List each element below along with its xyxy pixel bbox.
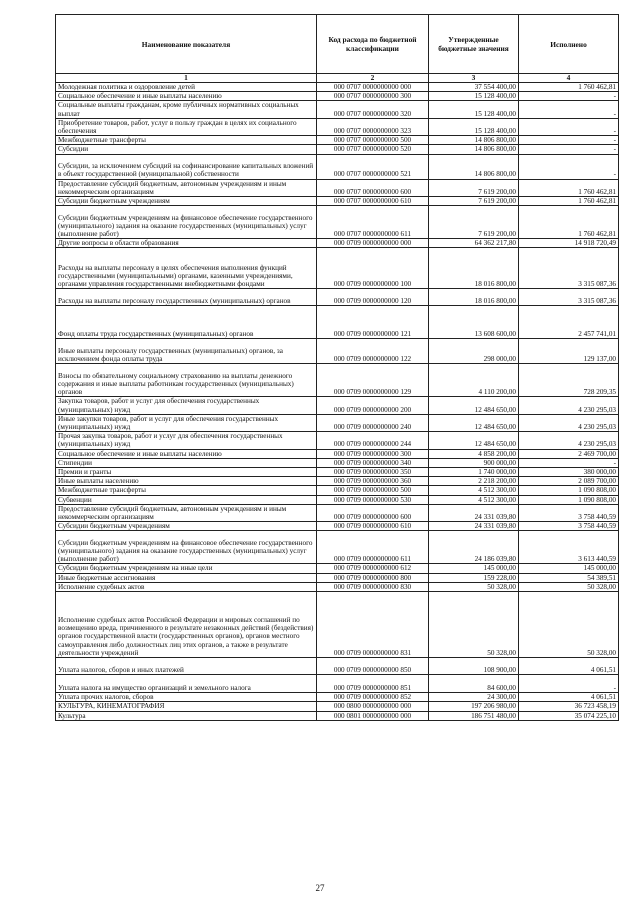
- table-row: [56, 239, 619, 248]
- table-row: [56, 486, 619, 495]
- row-approved-value: 145 000,00: [429, 564, 519, 573]
- row-indicator-name: Субсидии: [56, 145, 317, 154]
- row-budget-code: 000 0709 0000000000 122: [317, 339, 429, 364]
- row-budget-code: 000 0709 0000000000 129: [317, 364, 429, 397]
- table-row: [56, 531, 619, 564]
- table-row: [56, 206, 619, 239]
- row-approved-value: 298 000,00: [429, 339, 519, 364]
- row-indicator-name: Стипендии: [56, 458, 317, 467]
- row-approved-value: 14 806 800,00: [429, 136, 519, 145]
- row-approved-value: 14 806 800,00: [429, 145, 519, 154]
- row-indicator-name: Взносы по обязательному социальному страхованию на выплаты денежного содержания и иные выплаты работникам государственных (муниципальных) органов: [56, 364, 317, 397]
- row-executed-value: 1 090 808,00: [519, 486, 619, 495]
- row-indicator-name: Уплата налогов, сборов и иных платежей: [56, 658, 317, 675]
- row-indicator-name: Социальное обеспечение и иные выплаты населению: [56, 92, 317, 101]
- row-approved-value: 186 751 480,00: [429, 711, 519, 720]
- row-approved-value: 50 328,00: [429, 592, 519, 658]
- row-executed-value: 728 209,35: [519, 364, 619, 397]
- table-row: [56, 592, 619, 658]
- row-approved-value: 4 512 300,00: [429, 486, 519, 495]
- row-executed-value: 4 230 295,03: [519, 432, 619, 449]
- row-budget-code: 000 0709 0000000000 100: [317, 248, 429, 289]
- row-indicator-name: Фонд оплаты труда государственных (муниципальных) органов: [56, 306, 317, 339]
- row-approved-value: 50 328,00: [429, 582, 519, 591]
- row-executed-value: -: [519, 101, 619, 118]
- table-row: [56, 118, 619, 135]
- table-row: [56, 154, 619, 179]
- row-executed-value: 3 315 087,36: [519, 289, 619, 306]
- row-executed-value: 145 000,00: [519, 564, 619, 573]
- page-number: 27: [315, 883, 325, 893]
- row-budget-code: 000 0707 0000000000 323: [317, 118, 429, 135]
- row-executed-value: 3 758 440,59: [519, 504, 619, 521]
- row-executed-value: 1 760 462,81: [519, 197, 619, 206]
- row-indicator-name: Субсидии бюджетным учреждениям на финансовое обеспечение государственного (муниципального) задания на оказание государственных (муниципальных) услуг (выполнение работ): [56, 206, 317, 239]
- row-budget-code: 000 0709 0000000000 500: [317, 486, 429, 495]
- row-indicator-name: Закупка товаров, работ и услуг для обеспечения государственных (муниципальных) нужд: [56, 397, 317, 414]
- row-approved-value: 18 016 800,00: [429, 248, 519, 289]
- table-row: [56, 364, 619, 397]
- row-budget-code: 000 0709 0000000000 240: [317, 414, 429, 431]
- table-row: [56, 289, 619, 306]
- row-executed-value: 3 613 440,59: [519, 531, 619, 564]
- row-indicator-name: Прочая закупка товаров, работ и услуг для обеспечения государственных (муниципальных) нужд: [56, 432, 317, 449]
- table-row: [56, 711, 619, 720]
- row-indicator-name: Субвенции: [56, 495, 317, 504]
- row-executed-value: 35 074 225,10: [519, 711, 619, 720]
- row-approved-value: 4 512 300,00: [429, 495, 519, 504]
- row-budget-code: 000 0709 0000000000 340: [317, 458, 429, 467]
- row-budget-code: 000 0709 0000000000 831: [317, 592, 429, 658]
- row-approved-value: 24 300,00: [429, 693, 519, 702]
- table-row: [56, 136, 619, 145]
- row-executed-value: 4 230 295,03: [519, 397, 619, 414]
- row-budget-code: 000 0709 0000000000 300: [317, 449, 429, 458]
- row-executed-value: 1 760 462,81: [519, 83, 619, 92]
- row-indicator-name: Предоставление субсидий бюджетным, автономным учреждениям и иным некоммерческим организациям: [56, 179, 317, 196]
- row-budget-code: 000 0707 0000000000 500: [317, 136, 429, 145]
- table-row: [56, 414, 619, 431]
- row-budget-code: 000 0709 0000000000 244: [317, 432, 429, 449]
- table-body: [56, 83, 619, 721]
- table-row: [56, 458, 619, 467]
- row-executed-value: -: [519, 675, 619, 693]
- row-budget-code: 000 0709 0000000000 350: [317, 468, 429, 477]
- row-indicator-name: Расходы на выплаты персоналу государственных (муниципальных) органов: [56, 289, 317, 306]
- row-executed-value: 2 089 700,00: [519, 477, 619, 486]
- row-indicator-name: Субсидии бюджетным учреждениям: [56, 197, 317, 206]
- row-approved-value: 7 619 200,00: [429, 206, 519, 239]
- row-budget-code: 000 0800 0000000000 000: [317, 702, 429, 711]
- row-approved-value: 159 228,00: [429, 573, 519, 582]
- row-indicator-name: Расходы на выплаты персоналу в целях обеспечения выполнения функций государственными (муниципальными) органами, казенными учреждениями, органами управления государственными внебюджетными фондами: [56, 248, 317, 289]
- column-number: 3: [429, 74, 519, 83]
- header-executed: Исполнено: [519, 15, 619, 74]
- table-header-row: [56, 15, 619, 74]
- row-executed-value: 129 137,00: [519, 339, 619, 364]
- table-row: [56, 92, 619, 101]
- row-budget-code: 000 0707 0000000000 610: [317, 197, 429, 206]
- row-executed-value: 1 760 462,81: [519, 179, 619, 196]
- row-budget-code: 000 0707 0000000000 611: [317, 206, 429, 239]
- table-row: [56, 658, 619, 675]
- row-budget-code: 000 0709 0000000000 851: [317, 675, 429, 693]
- row-budget-code: 000 0707 0000000000 300: [317, 92, 429, 101]
- row-budget-code: 000 0709 0000000000 611: [317, 531, 429, 564]
- row-indicator-name: Социальное обеспечение и иные выплаты населению: [56, 449, 317, 458]
- table-row: [56, 564, 619, 573]
- row-budget-code: 000 0709 0000000000 800: [317, 573, 429, 582]
- row-executed-value: -: [519, 458, 619, 467]
- row-approved-value: 1 740 000,00: [429, 468, 519, 477]
- table-row: [56, 339, 619, 364]
- table-row: [56, 248, 619, 289]
- table-row: [56, 449, 619, 458]
- row-indicator-name: Приобретение товаров, работ, услуг в пользу граждан в целях их социального обеспечения: [56, 118, 317, 135]
- row-approved-value: 64 362 217,80: [429, 239, 519, 248]
- row-executed-value: 2 469 700,00: [519, 449, 619, 458]
- table-row: [56, 145, 619, 154]
- row-approved-value: 24 331 039,80: [429, 522, 519, 531]
- row-budget-code: 000 0709 0000000000 852: [317, 693, 429, 702]
- row-approved-value: 12 484 650,00: [429, 414, 519, 431]
- row-indicator-name: Субсидии бюджетным учреждениям: [56, 522, 317, 531]
- column-number: 1: [56, 74, 317, 83]
- row-budget-code: 000 0709 0000000000 121: [317, 306, 429, 339]
- row-approved-value: 15 128 400,00: [429, 118, 519, 135]
- row-budget-code: 000 0709 0000000000 000: [317, 239, 429, 248]
- table-row: [56, 702, 619, 711]
- row-approved-value: 12 484 650,00: [429, 397, 519, 414]
- table-row: [56, 522, 619, 531]
- column-number-row: [56, 74, 619, 83]
- row-executed-value: 36 723 458,19: [519, 702, 619, 711]
- row-approved-value: 4 110 200,00: [429, 364, 519, 397]
- row-indicator-name: Уплата прочих налогов, сборов: [56, 693, 317, 702]
- row-budget-code: 000 0709 0000000000 612: [317, 564, 429, 573]
- row-executed-value: 50 328,00: [519, 582, 619, 591]
- row-approved-value: 12 484 650,00: [429, 432, 519, 449]
- row-executed-value: 1 090 808,00: [519, 495, 619, 504]
- row-budget-code: 000 0709 0000000000 600: [317, 504, 429, 521]
- column-number: 4: [519, 74, 619, 83]
- row-budget-code: 000 0707 0000000000 521: [317, 154, 429, 179]
- row-budget-code: 000 0709 0000000000 530: [317, 495, 429, 504]
- table-row: [56, 397, 619, 414]
- row-approved-value: 84 600,00: [429, 675, 519, 693]
- row-indicator-name: Межбюджетные трансферты: [56, 136, 317, 145]
- row-executed-value: -: [519, 118, 619, 135]
- row-budget-code: 000 0709 0000000000 120: [317, 289, 429, 306]
- row-executed-value: 14 918 720,49: [519, 239, 619, 248]
- row-indicator-name: Иные закупки товаров, работ и услуг для обеспечения государственных (муниципальных) нужд: [56, 414, 317, 431]
- row-executed-value: 1 760 462,81: [519, 206, 619, 239]
- row-indicator-name: Социальные выплаты гражданам, кроме публичных нормативных социальных выплат: [56, 101, 317, 118]
- row-approved-value: 14 806 800,00: [429, 154, 519, 179]
- row-indicator-name: Иные выплаты персоналу государственных (муниципальных) органов, за исключением фонда оплаты труда: [56, 339, 317, 364]
- row-indicator-name: Субсидии бюджетным учреждениям на иные цели: [56, 564, 317, 573]
- row-indicator-name: Другие вопросы в области образования: [56, 239, 317, 248]
- table-row: [56, 477, 619, 486]
- row-indicator-name: Исполнение судебных актов: [56, 582, 317, 591]
- row-approved-value: 7 619 200,00: [429, 197, 519, 206]
- row-budget-code: 000 0707 0000000000 520: [317, 145, 429, 154]
- row-executed-value: 4 061,51: [519, 693, 619, 702]
- table-row: [56, 101, 619, 118]
- row-approved-value: 15 128 400,00: [429, 101, 519, 118]
- row-approved-value: 24 186 039,80: [429, 531, 519, 564]
- row-executed-value: -: [519, 92, 619, 101]
- row-executed-value: 3 315 087,36: [519, 248, 619, 289]
- table-row: [56, 197, 619, 206]
- row-approved-value: 197 206 980,00: [429, 702, 519, 711]
- row-approved-value: 4 858 200,00: [429, 449, 519, 458]
- table-row: [56, 495, 619, 504]
- row-budget-code: 000 0709 0000000000 610: [317, 522, 429, 531]
- row-executed-value: -: [519, 136, 619, 145]
- row-indicator-name: Молодежная политика и оздоровление детей: [56, 83, 317, 92]
- row-indicator-name: Исполнение судебных актов Российской Федерации и мировых соглашений по возмещению вреда, причиненного в результате незаконных действий (бездействия) органов государственной власти (государственных органов), органов местного самоуправления либо должностных лиц этих органов, а также в результате деятельности учреждений: [56, 592, 317, 658]
- row-indicator-name: Иные выплаты населению: [56, 477, 317, 486]
- table-row: [56, 306, 619, 339]
- row-indicator-name: Премии и гранты: [56, 468, 317, 477]
- row-executed-value: 50 328,00: [519, 592, 619, 658]
- row-approved-value: 18 016 800,00: [429, 289, 519, 306]
- row-budget-code: 000 0707 0000000000 320: [317, 101, 429, 118]
- row-executed-value: 4 230 295,03: [519, 414, 619, 431]
- row-executed-value: 4 061,51: [519, 658, 619, 675]
- table-row: [56, 83, 619, 92]
- row-budget-code: 000 0707 0000000000 600: [317, 179, 429, 196]
- row-executed-value: 54 389,51: [519, 573, 619, 582]
- row-executed-value: -: [519, 154, 619, 179]
- row-approved-value: 900 000,00: [429, 458, 519, 467]
- column-number: 2: [317, 74, 429, 83]
- table-row: [56, 432, 619, 449]
- row-approved-value: 108 900,00: [429, 658, 519, 675]
- row-approved-value: 2 218 200,00: [429, 477, 519, 486]
- row-indicator-name: КУЛЬТУРА, КИНЕМАТОГРАФИЯ: [56, 702, 317, 711]
- row-budget-code: 000 0709 0000000000 200: [317, 397, 429, 414]
- row-indicator-name: Предоставление субсидий бюджетным, автономным учреждениям и иным некоммерческим организациям: [56, 504, 317, 521]
- row-approved-value: 15 128 400,00: [429, 92, 519, 101]
- row-indicator-name: Культура: [56, 711, 317, 720]
- row-approved-value: 37 554 400,00: [429, 83, 519, 92]
- row-approved-value: 13 608 600,00: [429, 306, 519, 339]
- row-budget-code: 000 0709 0000000000 360: [317, 477, 429, 486]
- header-budget-code: Код расхода по бюджетной классификации: [317, 15, 429, 74]
- row-executed-value: 380 000,00: [519, 468, 619, 477]
- row-indicator-name: Субсидии, за исключением субсидий на софинансирование капитальных вложений в объект государственной (муниципальной) собственности: [56, 154, 317, 179]
- row-indicator-name: Иные бюджетные ассигнования: [56, 573, 317, 582]
- header-indicator-name: Наименование показателя: [56, 15, 317, 74]
- header-approved-values: Утвержденные бюджетные значения: [429, 15, 519, 74]
- row-budget-code: 000 0709 0000000000 850: [317, 658, 429, 675]
- table-row: [56, 573, 619, 582]
- row-indicator-name: Уплата налога на имущество организаций и земельного налога: [56, 675, 317, 693]
- table-row: [56, 675, 619, 693]
- table-row: [56, 693, 619, 702]
- row-executed-value: 3 758 440,59: [519, 522, 619, 531]
- table-row: [56, 179, 619, 196]
- row-executed-value: -: [519, 145, 619, 154]
- row-indicator-name: Межбюджетные трансферты: [56, 486, 317, 495]
- row-budget-code: 000 0709 0000000000 830: [317, 582, 429, 591]
- row-indicator-name: Субсидии бюджетным учреждениям на финансовое обеспечение государственного (муниципального) задания на оказание государственных (муниципальных) услуг (выполнение работ): [56, 531, 317, 564]
- table-row: [56, 504, 619, 521]
- row-budget-code: 000 0801 0000000000 000: [317, 711, 429, 720]
- table-row: [56, 582, 619, 591]
- table-row: [56, 468, 619, 477]
- budget-execution-table: [55, 14, 619, 721]
- row-approved-value: 24 331 039,80: [429, 504, 519, 521]
- row-budget-code: 000 0707 0000000000 000: [317, 83, 429, 92]
- row-executed-value: 2 457 741,01: [519, 306, 619, 339]
- row-approved-value: 7 619 200,00: [429, 179, 519, 196]
